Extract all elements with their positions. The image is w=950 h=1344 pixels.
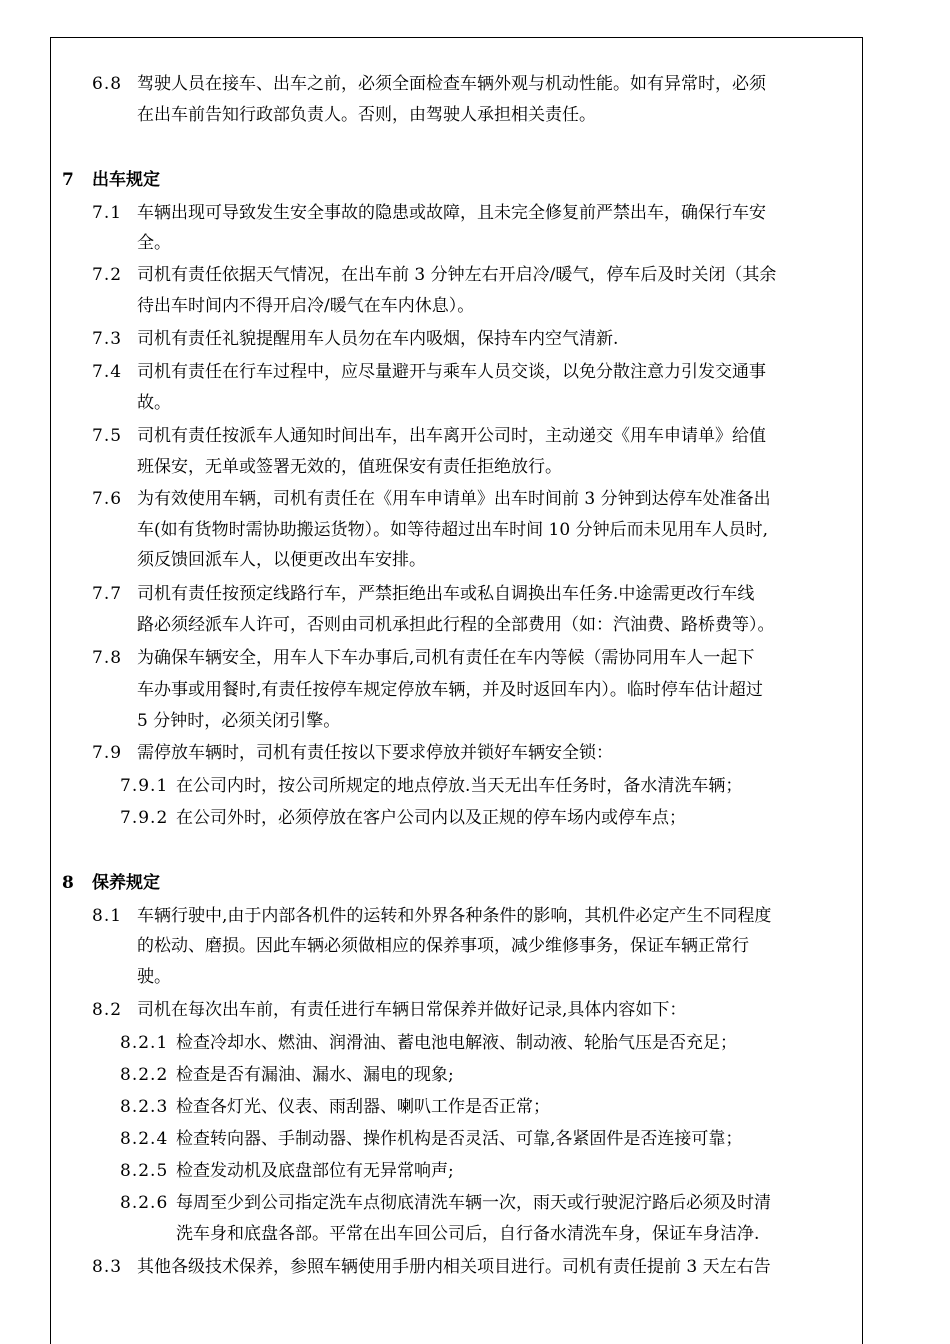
subclause-number: 7.9.2 [120, 808, 169, 828]
clause-text: 需停放车辆时，司机有责任按以下要求停放并锁好车辆安全锁： [137, 743, 613, 763]
clause-text: 司机有责任按预定线路行车，严禁拒绝出车或私自调换出车任务.中途需更改行车线 [137, 584, 755, 604]
clause-number: 7.5 [92, 426, 123, 446]
clause-text: 在出车前告知行政部负责人。否则，由驾驶人承担相关责任。 [137, 105, 596, 125]
clause-text: 待出车时间内不得开启冷/暖气在车内休息）。 [137, 296, 475, 316]
subclause-number: 8.2.3 [120, 1097, 169, 1117]
subclause-number: 8.2.5 [120, 1161, 169, 1181]
clause-number: 7.1 [92, 203, 123, 223]
clause-text: 须反馈回派车人，以便更改出车安排。 [137, 550, 426, 570]
clause-text: 车辆行驶中,由于内部各机件的运转和外界各种条件的影响，其机件必定产生不同程度 [137, 906, 772, 926]
clause-text: 班保安，无单或签署无效的，值班保安有责任拒绝放行。 [137, 457, 562, 477]
subclause-text: 检查发动机及底盘部位有无异常响声; [176, 1161, 454, 1181]
clause-text: 5 分钟时，必须关闭引擎。 [137, 711, 341, 731]
section-title: 保养规定 [92, 873, 160, 893]
section-title: 出车规定 [92, 170, 160, 190]
clause-text: 车辆出现可导致发生安全事故的隐患或故障，且未完全修复前严禁出车，确保行车安 [137, 203, 766, 223]
clause-number: 7.3 [92, 329, 123, 349]
clause-number: 7.7 [92, 584, 123, 604]
subclause-text: 检查各灯光、仪表、雨刮器、喇叭工作是否正常； [176, 1097, 550, 1117]
clause-number: 8.1 [92, 906, 123, 926]
section-number: 7 [62, 170, 74, 190]
clause-text: 的松动、磨损。因此车辆必须做相应的保养事项，减少维修事务，保证车辆正常行 [137, 936, 749, 956]
clause-text: 故。 [137, 393, 171, 413]
clause-number: 7.9 [92, 743, 123, 763]
clause-text: 司机有责任按派车人通知时间出车，出车离开公司时，主动递交《用车申请单》给值 [137, 426, 766, 446]
subclause-text: 检查是否有漏油、漏水、漏电的现象; [176, 1065, 454, 1085]
clause-number: 8.2 [92, 1000, 123, 1020]
subclause-text: 检查转向器、手制动器、操作机构是否灵活、可靠,各紧固件是否连接可靠； [176, 1129, 743, 1149]
clause-text: 驾驶人员在接车、出车之前，必须全面检查车辆外观与机动性能。如有异常时，必须 [137, 74, 766, 94]
clause-text: 为确保车辆安全，用车人下车办事后,司机有责任在车内等候（需协同用车人一起下 [137, 648, 755, 668]
clause-number: 8.3 [92, 1257, 123, 1277]
subclause-text: 检查冷却水、燃油、润滑油、蓄电池电解液、制动液、轮胎气压是否充足； [176, 1033, 737, 1053]
subclause-number: 8.2.1 [120, 1033, 169, 1053]
section-number: 8 [62, 873, 74, 893]
subclause-number: 7.9.1 [120, 776, 169, 796]
clause-number: 6.8 [92, 74, 123, 94]
subclause-number: 8.2.2 [120, 1065, 169, 1085]
clause-text: 车办事或用餐时,有责任按停车规定停放车辆，并及时返回车内）。临时停车估计超过 [137, 680, 763, 700]
clause-text: 司机有责任礼貌提醒用车人员勿在车内吸烟，保持车内空气清新. [137, 329, 619, 349]
subclause-text: 在公司内时，按公司所规定的地点停放.当天无出车任务时，备水清洗车辆； [176, 776, 743, 796]
clause-number: 7.8 [92, 648, 123, 668]
subclause-text: 在公司外时，必须停放在客户公司内以及正规的停车场内或停车点； [176, 808, 686, 828]
clause-text: 司机有责任在行车过程中，应尽量避开与乘车人员交谈，以免分散注意力引发交通事 [137, 362, 766, 382]
clause-text: 路必须经派车人许可，否则由司机承担此行程的全部费用（如：汽油费、路桥费等）。 [137, 615, 775, 635]
clause-text: 全。 [137, 233, 171, 253]
subclause-number: 8.2.4 [120, 1129, 169, 1149]
clause-text: 驶。 [137, 967, 171, 987]
clause-text: 司机在每次出车前，有责任进行车辆日常保养并做好记录,具体内容如下： [137, 1000, 687, 1020]
clause-text: 为有效使用车辆，司机有责任在《用车申请单》出车时间前 3 分钟到达停车处准备出 [137, 489, 771, 509]
clause-number: 7.6 [92, 489, 123, 509]
subclause-number: 8.2.6 [120, 1193, 169, 1213]
clause-text: 车(如有货物时需协助搬运货物）。如等待超过出车时间 10 分钟后而未见用车人员时, [137, 520, 768, 540]
clause-text: 其他各级技术保养，参照车辆使用手册内相关项目进行。司机有责任提前 3 天左右告 [137, 1257, 771, 1277]
subclause-text: 洗车身和底盘各部。平常在出车回公司后，自行备水清洗车身，保证车身洁净. [176, 1224, 760, 1244]
subclause-text: 每周至少到公司指定洗车点彻底清洗车辆一次，雨天或行驶泥泞路后必须及时清 [176, 1193, 771, 1213]
clause-number: 7.4 [92, 362, 123, 382]
clause-text: 司机有责任依据天气情况，在出车前 3 分钟左右开启冷/暖气，停车后及时关闭（其余 [137, 265, 777, 285]
clause-number: 7.2 [92, 265, 123, 285]
